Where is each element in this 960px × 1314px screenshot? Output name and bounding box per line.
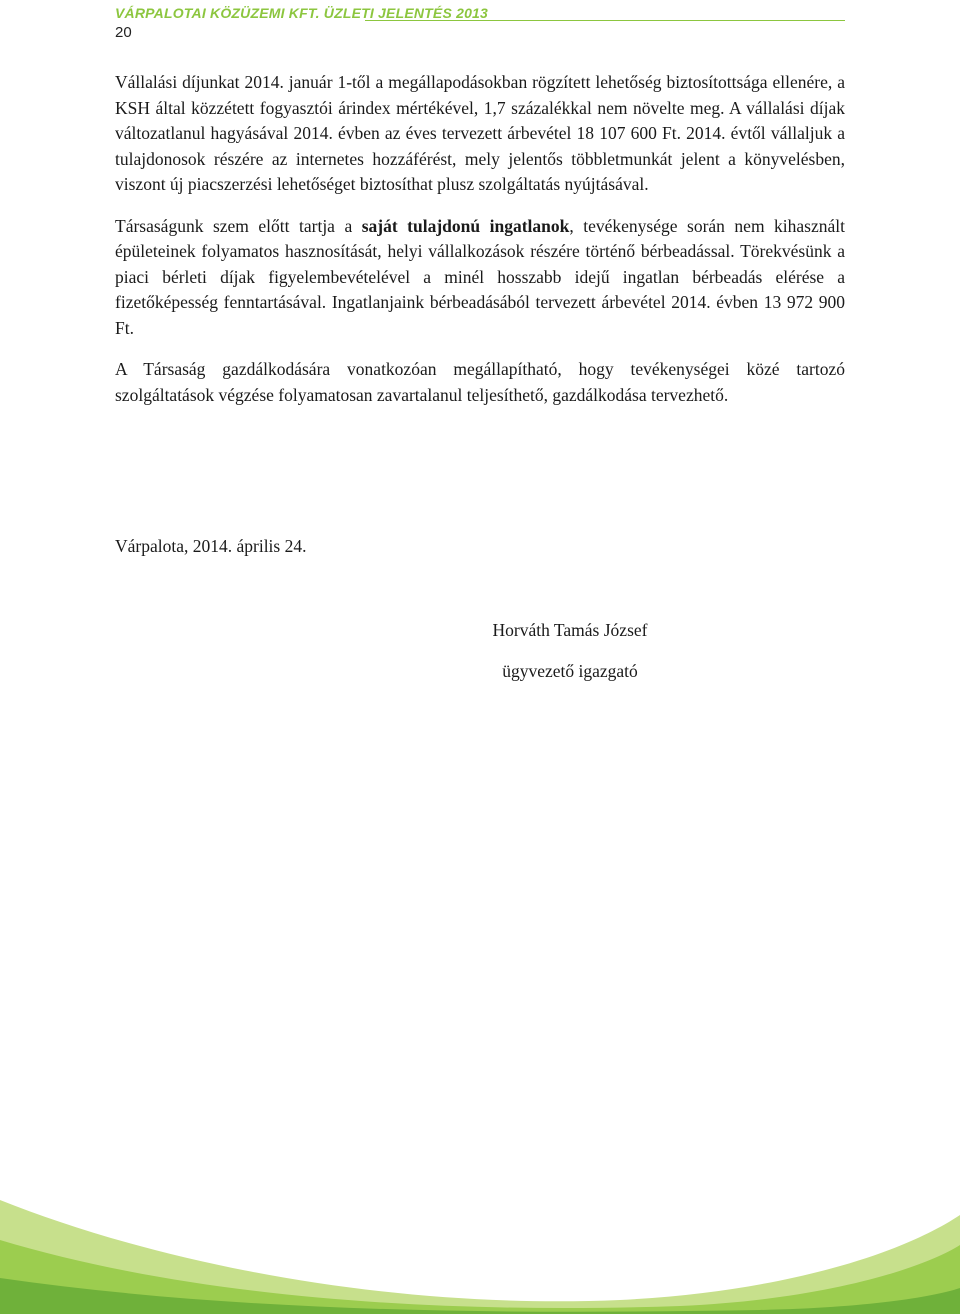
page-number: 20 bbox=[115, 24, 132, 41]
page-header bbox=[115, 4, 845, 42]
body-text bbox=[115, 70, 845, 408]
header-title: VÁRPALOTAI KÖZÜZEMI KFT. ÜZLETI JELENTÉS 2013 bbox=[115, 5, 489, 21]
signer-name: Horváth Tamás József bbox=[492, 620, 648, 640]
paragraph-real-estate-end: , tevékenysége során nem kihasznált épületeinek folyamatos hasznosítását, helyi vállalkozások részére történő bérbeadással. Törekvésünk a piaci bérleti díjak figyelembevételével a minél hosszabb idejű ingatlan bérbeadás elérése a fizetőképesség fenntartásával. Ingatlanjaink bérbeadásából tervezett árbevétel 2014. évben 13 972 900 Ft. bbox=[115, 215, 846, 338]
place-date: Várpalota, 2014. április 24. bbox=[115, 536, 307, 556]
paragraph-real-estate-emphasis: saját tulajdonú ingatlanok bbox=[361, 215, 570, 236]
paragraph-fees: Vállalási díjunkat 2014. január 1-től a megállapodásokban rögzített lehetőség biztosítottsága ellenére, a KSH által közzétett fogyasztói árindex mértékével, 1,7 százalékkal nem növelte meg. A vállalási díjak változatlanul hagyásával 2014. évben az éves tervezett árbevétel 18 107 600 Ft. 2014. évtől vállaljuk a tulajdonosok részére az internetes hozzáférést, mely jelentős többletmunkát jelent a könyvelésben, viszont új piacszerzési lehetőséget biztosíthat plusz szolgáltatás nyújtásával. bbox=[115, 72, 845, 194]
paragraph-real-estate bbox=[115, 214, 845, 342]
paragraph-real-estate-start: Társaságunk szem előtt tartja a bbox=[115, 215, 362, 236]
footer-swoosh-graphic bbox=[0, 1160, 960, 1314]
paragraph-conclusion: A Társaság gazdálkodására vonatkozóan megállapítható, hogy tevékenységei közé tartozó szolgáltatások végzése folyamatosan zavartalanul teljesíthető, gazdálkodása tervezhető. bbox=[115, 359, 845, 405]
signer-title: ügyvezető igazgató bbox=[502, 661, 638, 681]
